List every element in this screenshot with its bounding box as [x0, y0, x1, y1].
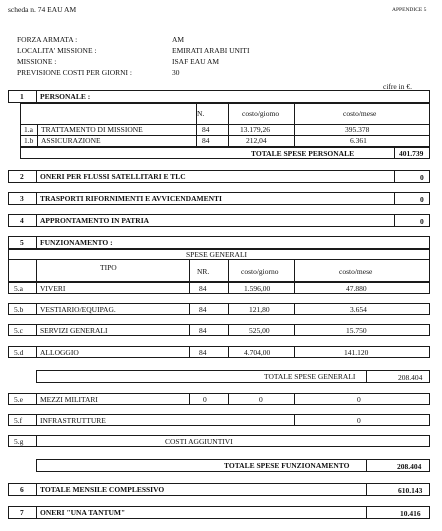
funz-row-5g-code: 5.g: [14, 437, 24, 446]
personale-row-1a-giorno: 13.179,26: [240, 125, 270, 134]
funz-row-5b-code: 5.b: [14, 305, 24, 314]
funz-row-5a-code: 5.a: [14, 284, 23, 293]
section-6-total: 610.143: [398, 486, 423, 495]
funz-row-5b-label: VESTIARIO/EQUIPAG.: [40, 305, 116, 314]
missione-label: MISSIONE :: [17, 57, 57, 66]
funz-row-5b-giorno: 121,80: [249, 305, 270, 314]
section-2-num: 2: [20, 172, 24, 181]
section-4-total: 0: [420, 217, 424, 226]
section-7-num: 7: [20, 508, 24, 517]
section-1-title: PERSONALE :: [40, 92, 91, 101]
missione-value: ISAF EAU AM: [172, 57, 220, 66]
forza-armata-label: FORZA ARMATA :: [17, 35, 78, 44]
funz-row-5d-label: ALLOGGIO: [40, 348, 79, 357]
funz-row-5d-mese: 141.120: [344, 348, 369, 357]
personale-row-1a-code: 1.a: [24, 125, 33, 134]
total-sg-label: TOTALE SPESE GENERALI: [264, 372, 356, 381]
personale-row-1a-mese: 395.378: [345, 125, 370, 134]
funz-row-5d-giorno: 4.704,00: [244, 348, 271, 357]
total-sg-row: [36, 370, 430, 383]
section-7-title: ONERI "UNA TANTUM": [40, 508, 126, 517]
funz-row-5c-label: SERVIZI GENERALI: [40, 326, 108, 335]
funz-row-5f-code: 5.f: [14, 416, 23, 425]
personale-row-1a-label: TRATTAMENTO DI MISSIONE: [41, 125, 143, 134]
forza-armata-value: AM: [172, 35, 185, 44]
personale-total-label: TOTALE SPESE PERSONALE: [251, 149, 355, 158]
section-7-total: 10.416: [400, 509, 421, 518]
personale-total-row: [20, 147, 430, 159]
funz-col-giorno: costo/giorno: [241, 267, 279, 276]
total-sg-value: 208.404: [398, 373, 423, 382]
section-6-title: TOTALE MENSILE COMPLESSIVO: [40, 485, 165, 494]
funz-row-5e-label: MEZZI MILITARI: [40, 395, 98, 404]
section-5-num: 5: [20, 238, 24, 247]
localita-value: EMIRATI ARABI UNITI: [172, 46, 250, 55]
funz-col-mese: costo/mese: [339, 267, 373, 276]
funz-row-5e-n: 0: [203, 395, 207, 404]
section-3-num: 3: [20, 194, 24, 203]
personale-row-1a-n: 84: [202, 125, 210, 134]
funz-row-5e-giorno: 0: [259, 395, 263, 404]
section-4-num: 4: [20, 216, 24, 225]
section-6-num: 6: [20, 485, 24, 494]
funz-row-5a-mese: 47.880: [346, 284, 367, 293]
funz-row-5c-code: 5.c: [14, 326, 23, 335]
funz-row-5b-mese: 3.654: [350, 305, 367, 314]
giorni-label: PREVISIONE COSTI PER GIORNI :: [17, 68, 133, 77]
personale-total-value: 401.739: [399, 149, 424, 158]
section-2-title: ONERI PER FLUSSI SATELLITARI E TLC: [40, 172, 186, 181]
funz-row-5a-n: 84: [199, 284, 207, 293]
spese-generali-label: SPESE GENERALI: [186, 250, 248, 259]
section-3-title: TRASPORTI RIFORNIMENTI E AVVICENDAMENTI: [40, 194, 222, 203]
giorni-value: 30: [172, 68, 180, 77]
personale-row-1b-n: 84: [202, 136, 210, 145]
localita-label: LOCALITA' MISSIONE :: [17, 46, 97, 55]
personale-row-1b-giorno: 212,04: [246, 136, 267, 145]
funz-row-5e-mese: 0: [357, 395, 361, 404]
personale-row-1b-code: 1.b: [24, 136, 34, 145]
funz-row-5f-label: INFRASTRUTTURE: [40, 416, 106, 425]
personale-row-1b-label: ASSICURAZIONE: [41, 136, 101, 145]
cifre-label: cifre in €.: [383, 82, 412, 91]
funz-row-5a-label: VIVERI: [40, 284, 66, 293]
section-1-num: 1: [20, 92, 24, 101]
funz-row-5c-n: 84: [199, 326, 207, 335]
funz-col-nr: NR.: [197, 267, 210, 276]
funz-row-5c-mese: 15.750: [346, 326, 367, 335]
scheda-label: scheda n. 74 EAU AM: [8, 5, 77, 14]
section-2-total: 0: [420, 173, 424, 182]
appendice-label: APPENDICE 5: [392, 7, 427, 13]
funz-row-5g-label: COSTI AGGIUNTIVI: [165, 437, 233, 446]
personale-row-1b-mese: 6.361: [350, 136, 367, 145]
funz-row-5e-code: 5.e: [14, 395, 23, 404]
funz-row-5d-code: 5.d: [14, 348, 24, 357]
funz-row-5c-giorno: 525,00: [249, 326, 270, 335]
section-5-title: FUNZIONAMENTO :: [40, 238, 113, 247]
funz-row-5a-giorno: 1.596,00: [244, 284, 271, 293]
section-4-title: APPRONTAMENTO IN PATRIA: [40, 216, 150, 225]
funz-row-5d-n: 84: [199, 348, 207, 357]
funz-row-5b-n: 84: [199, 305, 207, 314]
funz-col-tipo: TIPO: [100, 263, 117, 272]
personale-col-n: N.: [197, 109, 205, 118]
section-3-total: 0: [420, 195, 424, 204]
total-funz-label: TOTALE SPESE FUNZIONAMENTO: [224, 461, 350, 470]
personale-col-giorno: costo/giomo: [242, 109, 280, 118]
personale-col-mese: costo/mese: [343, 109, 377, 118]
funz-row-5f-mese: 0: [357, 416, 361, 425]
total-funz-value: 208.404: [397, 462, 422, 471]
